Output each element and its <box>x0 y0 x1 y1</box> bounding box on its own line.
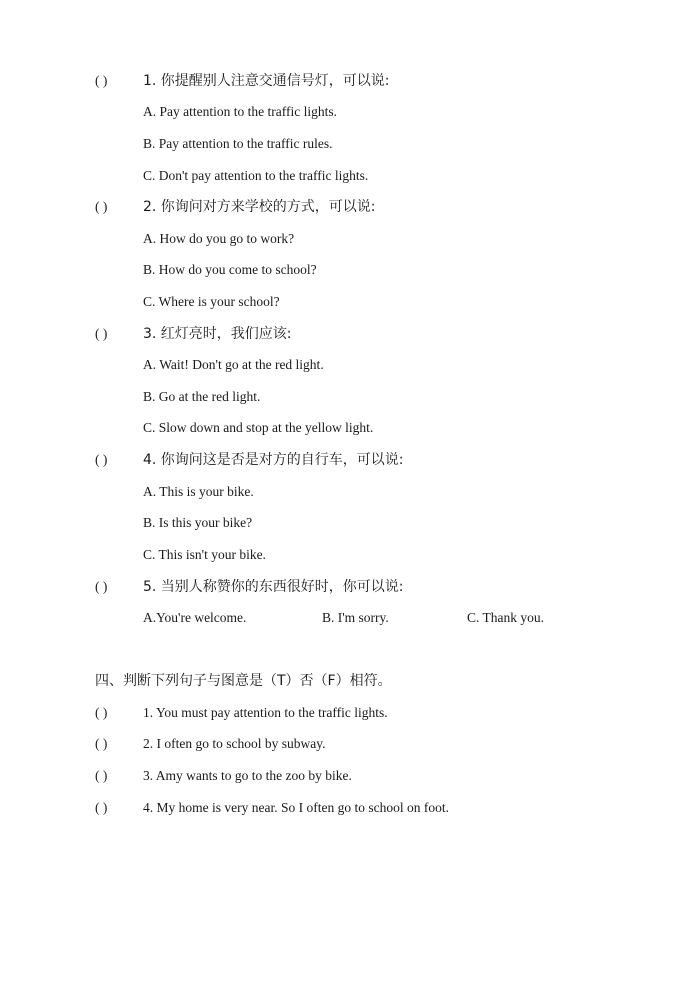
question-stem: 5. 当别人称赞你的东西很好时，你可以说: <box>143 579 404 595</box>
tf-item-3 <box>95 767 352 785</box>
option-b: B. How do you come to school? <box>143 262 317 277</box>
option-a: A.You're welcome. <box>143 610 247 625</box>
option-a: A. How do you go to work? <box>143 231 295 246</box>
question-5 <box>95 578 404 596</box>
option-b: B. Is this your bike? <box>143 515 253 530</box>
tf-statement: 1. You must pay attention to the traffic lights. <box>143 705 388 720</box>
option-b: B. Pay attention to the traffic rules. <box>143 136 333 151</box>
option-b: B. Go at the red light. <box>143 389 261 404</box>
answer-blank[interactable]: ( ) <box>95 736 108 751</box>
option-a: A. Pay attention to the traffic lights. <box>143 104 337 119</box>
option-c: C. Where is your school? <box>143 294 280 309</box>
option-a: A. Wait! Don't go at the red light. <box>143 357 324 372</box>
option-b: B. I'm sorry. <box>322 610 389 625</box>
inline-options <box>0 609 696 627</box>
question-stem: 2. 你询问对方来学校的方式，可以说: <box>143 199 376 215</box>
option-c: C. This isn't your bike. <box>143 547 266 562</box>
tf-statement: 4. My home is very near. So I often go to school on foot. <box>143 800 449 815</box>
answer-blank[interactable]: ( ) <box>95 199 108 214</box>
option-c: C. Thank you. <box>467 610 544 625</box>
answer-blank[interactable]: ( ) <box>95 452 108 467</box>
question-stem: 4. 你询问这是否是对方的自行车，可以说: <box>143 452 404 468</box>
question-2 <box>95 198 376 216</box>
option-a: A. This is your bike. <box>143 484 254 499</box>
answer-blank[interactable]: ( ) <box>95 800 108 815</box>
tf-item-1 <box>95 704 388 722</box>
question-stem: 1. 你提醒别人注意交通信号灯，可以说: <box>143 73 390 89</box>
answer-blank[interactable]: ( ) <box>95 579 108 594</box>
answer-blank[interactable]: ( ) <box>95 326 108 341</box>
question-3 <box>95 325 292 343</box>
option-c: C. Slow down and stop at the yellow light. <box>143 420 374 435</box>
question-stem: 3. 红灯亮时，我们应该: <box>143 326 292 342</box>
tf-statement: 3. Amy wants to go to the zoo by bike. <box>143 768 352 783</box>
tf-item-2 <box>95 735 325 753</box>
tf-item-4 <box>95 799 449 817</box>
answer-blank[interactable]: ( ) <box>95 768 108 783</box>
answer-blank[interactable]: ( ) <box>95 73 108 88</box>
question-1 <box>95 72 390 90</box>
section-heading: 四、判断下列句子与图意是（T）否（F）相符。 <box>95 673 392 689</box>
answer-blank[interactable]: ( ) <box>95 705 108 720</box>
question-4 <box>95 451 404 469</box>
option-c: C. Don't pay attention to the traffic lights. <box>143 168 369 183</box>
tf-statement: 2. I often go to school by subway. <box>143 736 326 751</box>
